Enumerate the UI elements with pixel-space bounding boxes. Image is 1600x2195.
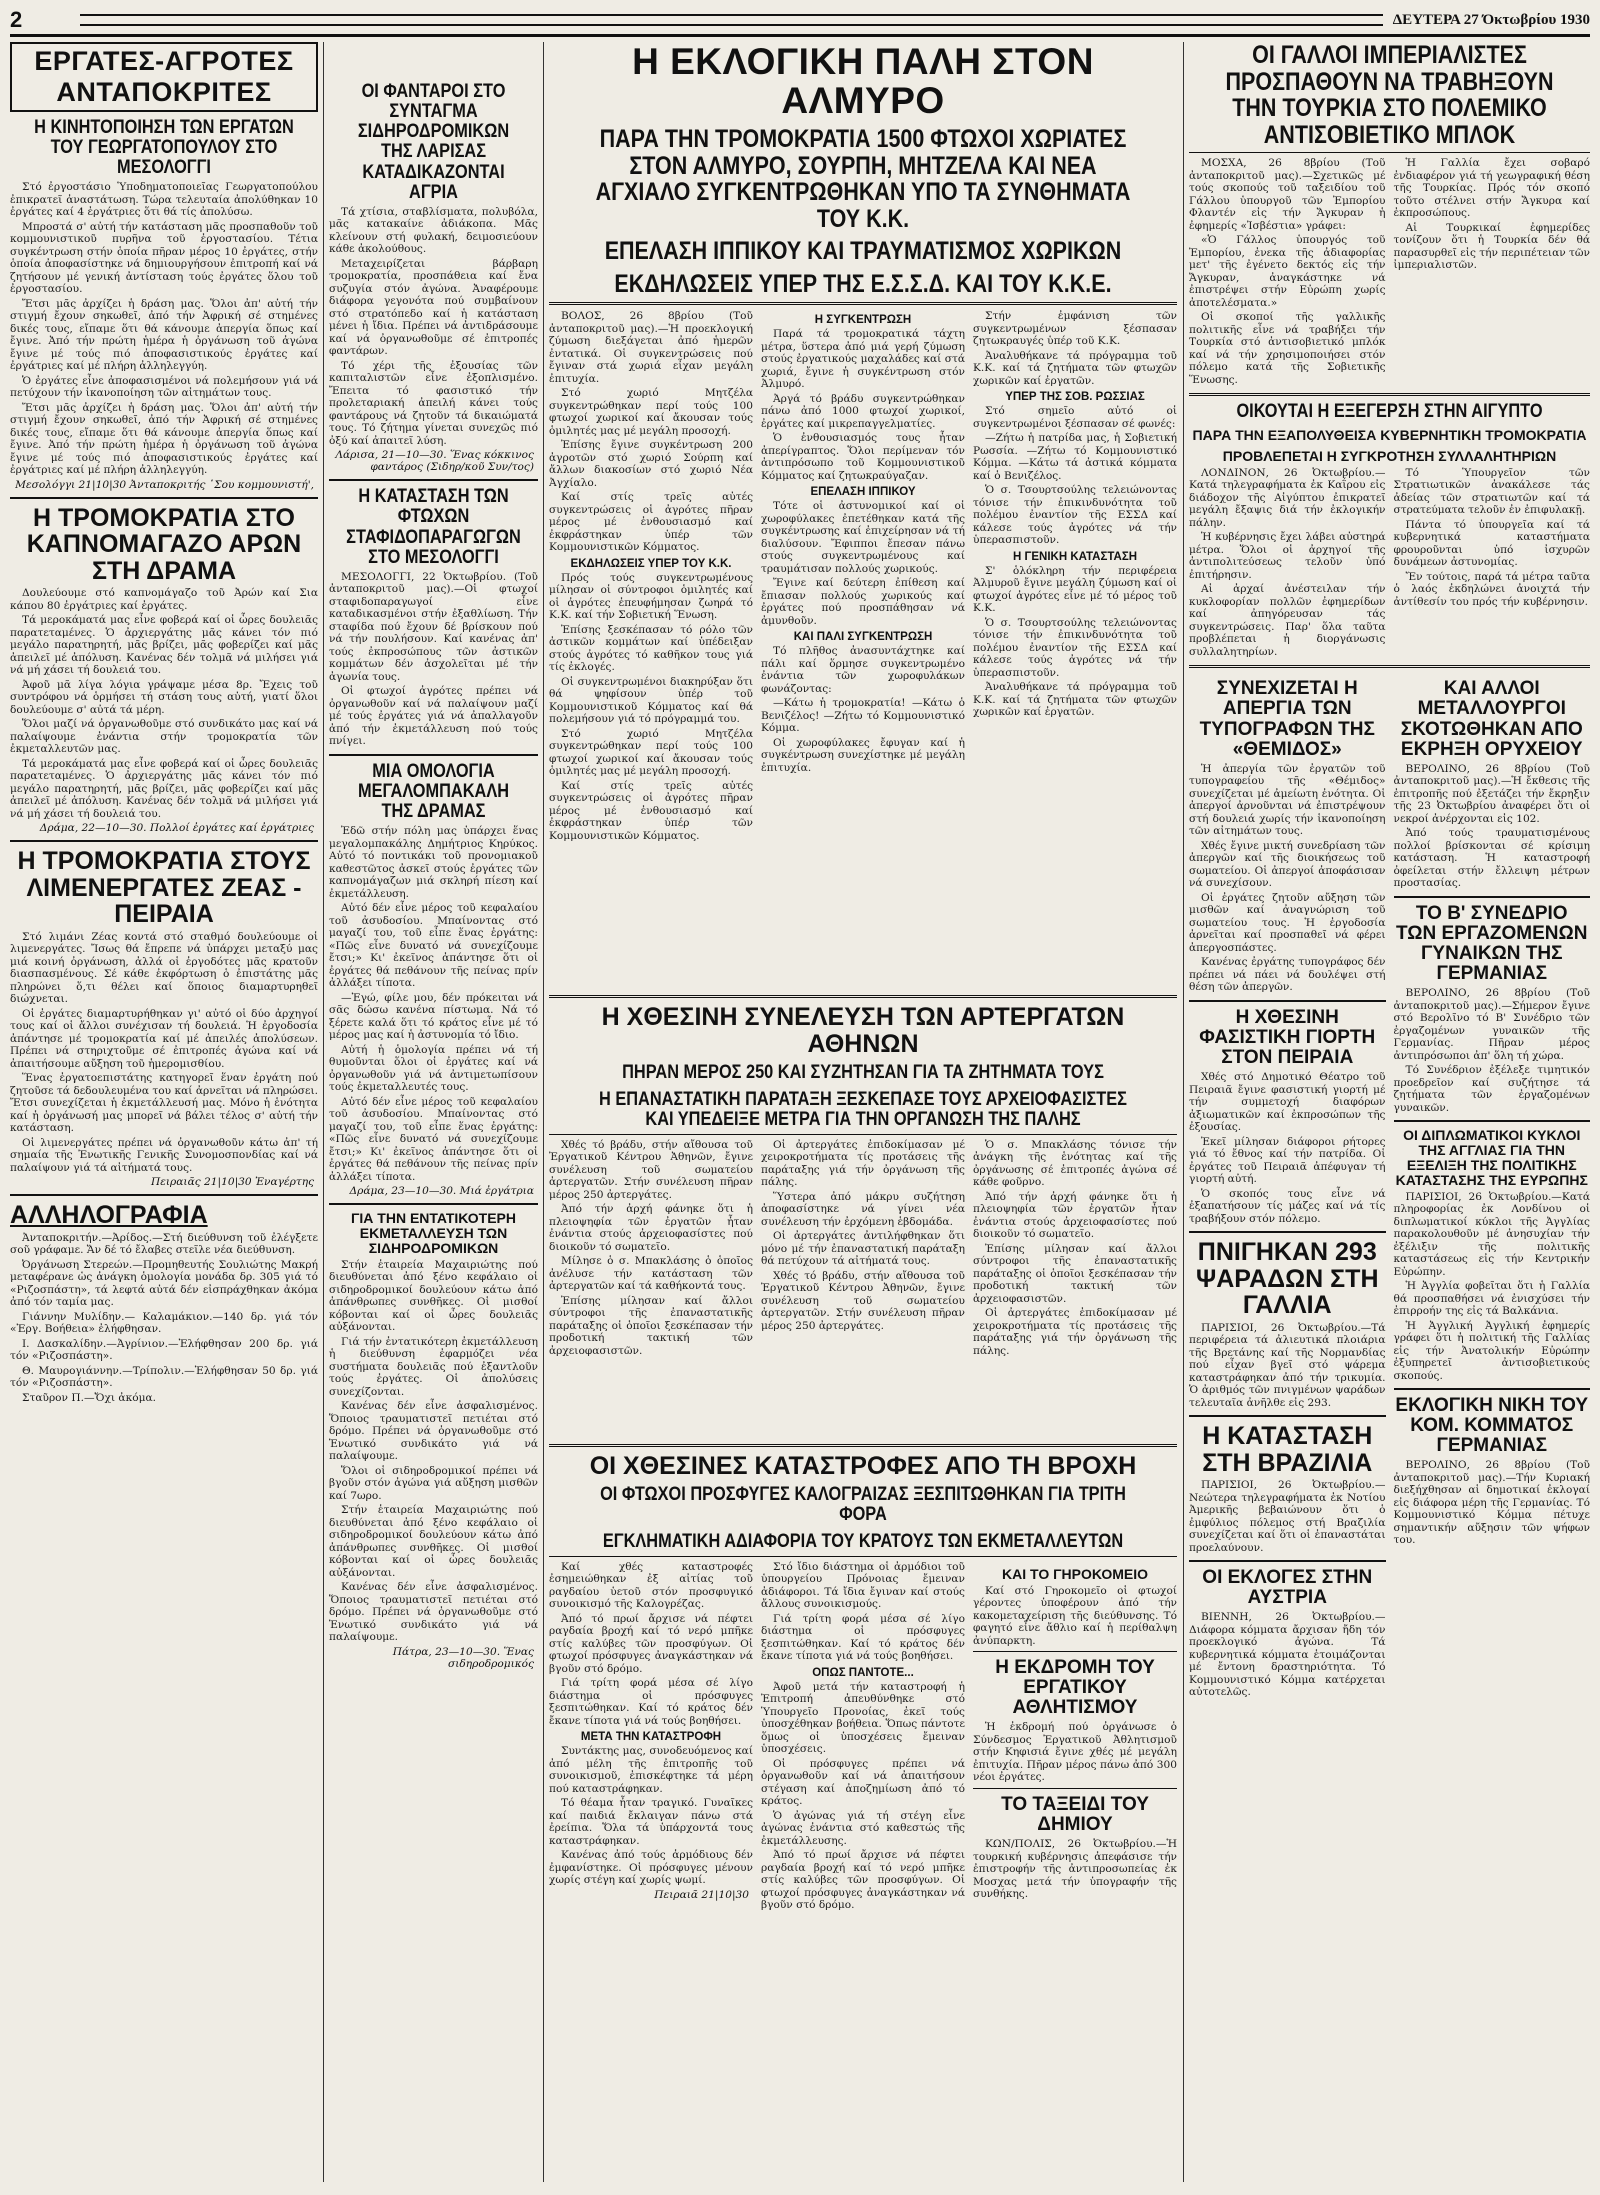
subhead: ΥΠΕΡ ΤΗΣ ΣΟΒ. ΡΩΣΣΙΑΣ [1005,391,1145,404]
subheadline: ΟΙ ΦΤΩΧΟΙ ΠΡΟΣΦΥΓΕΣ ΚΑΛΟΓΡΑΙΖΑΣ ΞΕΣΠΙΤΩΘΗΚΑΝ ΓΙΑ ΤΡΙΤΗ ΦΟΡΑ [600,1484,1126,1526]
headline-almyros: Η ΕΚΛΟΓΙΚΗ ΠΑΛΗ ΣΤΟΝ ΑΛΜΥΡΟ [632,42,1094,122]
divider [1189,665,1590,668]
divider [10,497,318,499]
paragraph: Οἱ ἀρτεργάτες ἐπιδοκίμασαν μέ χειροκροτήματα τίς προτάσεις τῆς παράταξης γιά τήν ὀργάνωση τῆς πάλης. [973,1307,1177,1357]
paragraph: Αἱ Τουρκικαί ἐφημερίδες τονίζουν ὅτι ἡ Τουρκία δέν θά παρασυρθεῖ εἰς τήν περιπέτειαν τῶν ἰμπεριαλιστῶν. [1393,221,1590,271]
paragraph: Ὁ σ. Τσουρτσούλης τελειώνοντας τόνισε τήν ἐπικινδυνότητα τοῦ πολέμου ἐναντίον τῆς ΕΣΣΔ καί κάλεσε τούς ἀγρότες νά τήν ὑπερασπιστοῦν. [973,484,1177,547]
paragraph: —Κάτω ἡ τρομοκρατία! —Κάτω ὁ Βενιζέλος! —Ζήτω τό Κομμουνιστικό Κόμμα. [761,697,965,735]
paragraph: Ὅλοι μαζί νά ὀργανωθοῦμε στό συνδικάτο μας καί νά παλαίψουμε ἐνάντια στήν τρομοκρατία τῶν ἐκμεταλλευτῶν μας. [10,718,318,756]
divider [549,302,1177,305]
divider [1189,1560,1386,1562]
paragraph: ΒΕΡΟΛΙΝΟ, 26 8βρίου (Τοῦ ἀνταποκριτοῦ μας).—Σήμερον ἔγινε στό Βερολῖνο τό Β' Συνέδριο τῶν ἐργαζομένων γυναικῶν τῆς Γερμανίας. Πῆραν μέρος ἀντιπρόσωποι ἀπ' ὅλη τή χώρα. [1393,987,1590,1062]
column-2 [329,42,538,2182]
paragraph: Χθές στό Δημοτικό Θέατρο τοῦ Πειραιᾶ ἔγινε φασιστική γιορτή μέ τήν συμμετοχή διαφόρων ἀξιωματικῶν καί ἐκπροσώπων τῆς ἐξουσίας. [1189,1071,1386,1134]
article-fantaroi [329,82,538,473]
signature: Πειραιᾶς 21|10|30 Ἐναγέρτης [150,1176,314,1189]
paragraph: Χθές ἔγινε μικτή συνεδρίαση τῶν ἀπεργῶν καί τῆς διοικήσεως τοῦ σωματείου. Οἱ ἀπεργοί ἀποφάσισαν νά συνεχίσουν. [1189,839,1386,890]
paragraph: Μεταχειρίζεται βάρβαρη τρομοκρατία, προσπάθεια καί ἔνα συζυγία στόν ἀγώνα. Ἀναφέρουμε διάφορα γεγονότα πού συμβαίνουν στό στρατόπεδο καί ἡ κατάσταση μένει ἡ ἴδια. Πρέπει νά ἀντιδράσουμε καί νά ὀργανωθοῦμε σέ ἐπιτροπές φαντάρων. [329,257,538,358]
paragraph: Ἐπίσης μίλησαν καί ἄλλοι σύντροφοι τῆς ἐπαναστατικῆς παράταξης οἱ ὁποῖοι ξεσκέπασαν τήν προδοτική τακτική τῶν ἀρχειοφασιστῶν. [549,1294,753,1357]
article-title: Η ΚΑΤΑΣΤΑΣΗ ΣΤΗ ΒΡΑΖΙΛΙΑ [1202,1422,1373,1477]
vroxi-body [549,1561,1177,2081]
paragraph: Ὁ ἐνθουσιασμός τους ἦταν ἀπερίγραπτος. Ὅλοι περίμεναν τόν ἀντιπρόσωπο τοῦ Κομμουνιστικοῦ Κόμματος καί ζητωκραύγαζαν. [761,432,965,482]
paragraph: ΜΕΣΟΛΟΓΓΙ, 22 Ὀκτωβρίου. (Τοῦ ἀνταποκριτοῦ μας).—Οἱ φτωχοί σταφιδοπαραγωγοί εἶνε καταδικασμένοι στήν ἐξαθλίωση. Τήν σταφίδα πού ἔχουν δέ βρίσκουν πού νά τήν πουλήσουν. Καί κανένας ἀπ' τούς ἐκπροσώπους τῶν ἀστικῶν κομμάτων δέν ἀσχολεῖται μέ τήν ἀγωνία τους. [329,570,538,683]
paragraph: Πρός τούς συγκεντρωμένους μίλησαν οἱ σύντροφοι ὁμιλητές καί οἱ ἀγρότες ἐπευφήμησαν ζωηρά τό Κ.Κ. καί τήν Σοβιετική Ἕνωση. [549,571,753,622]
paragraph: Γιάννην Μυλίδην.— Καλαμάκιον.—140 δρ. γιά τόν «Ἐργ. Βοήθεια» ἐλήφθησαν. [10,1310,318,1336]
paragraph: Ἀπό τό πρωί ἄρχισε νά πέφτει ραγδαία βροχή καί τό νερό μπῆκε στίς καλύβες τῶν προσφύγων. Οἱ φτωχοί πρόσφυγες ἀναγκάστηκαν νά βγοῦν στό δρόμο. [761,1849,965,1912]
paragraph: Αἱ ἀρχαί ἀνέστειλαν τήν κυκλοφορίαν πολλῶν ἐφημερίδων καί ἀπηγόρευσαν τάς συγκεντρώσεις. Παρ' ὅλα ταῦτα προβλέπεται ἡ διοργάνωσις συλλαλητηρίων. [1189,583,1386,658]
article-title: ΚΑΙ ΤΟ ΓΗΡΟΚΟΜΕΙΟ [1002,1565,1148,1582]
divider [973,1788,1177,1789]
arterghates-body [549,1139,1177,1439]
page-header [10,6,1590,37]
divider [1189,1415,1386,1417]
paragraph: Τό Ὑπουργεῖον τῶν Στρατιωτικῶν ἀνακάλεσε τάς ἀδείας τῶν στρατιωτῶν καί τά στρατεύματα τελοῦν ἐν ἐπιφυλακῇ. [1393,466,1590,517]
paragraph: Ὕστερα ἀπό μάκρυ συζήτηση ἀποφασίστηκε νά γίνει νέα συνέλευση τήν ἐρχόμενη ἑβδομάδα. [761,1190,965,1228]
paragraph: Ἕνας ἐργατοεπιστάτης κατηγορεῖ ἕναν ἐργάτη πού ζητοῦσε τά δεδουλευμένα του καί ἀρνεῖται νά πληρώσει. Ἔτσι συνεχίζεται ἡ ἐκμετάλλευσή μας. Μόνο ἡ ἑνότητα καί ἡ ὀργάνωσή μας μπορεῖ νά βάλει τέλος σ' αὐτή τήν κατάσταση. [10,1072,318,1135]
paragraph: Οἱ σκοποί τῆς γαλλικῆς πολιτικῆς εἶνε νά τραβήξει τήν Τουρκία στό ἀντισοβιετικό μπλόκ καί νά τήν χρησιμοποιήσει στόν πόλεμο κατά τῆς Σοβιετικῆς Ἕνωσης. [1189,311,1386,386]
right-block [1189,42,1590,2182]
paragraph: Ἔν τούτοις, παρά τά μέτρα ταῦτα ὁ λαός ἐκδηλώνει ἀνοιχτά τήν ἀντίθεσίν του πρός τήν κυβέρνησιν. [1393,570,1590,608]
paragraph: Δουλεύουμε στό καπνομάγαζο τοῦ Ἀρών καί Σια κάπου 80 ἐργάτριες καί ἐργάτες. [10,587,318,612]
divider [1189,152,1590,153]
right-mid-columns [1189,673,1590,1701]
paragraph: Στήν ἑταιρεία Μαχαιριώτης πού διευθύνεται ἀπό ξένο κεφάλαιο οἱ σιδηροδρομικοί δουλεύουν κάτω ἀπό ἀπάνθρωπες συνθῆκες. Οἱ μισθοί κόβονται καί οἱ ὧρες δουλειᾶς αὐξάνονται. [329,1504,538,1579]
paragraph: ΠΑΡΙΣΙΟΙ, 26 Ὀκτωβρίου.—Κατά πληροφορίας ἐκ Λονδίνου οἱ διπλωματικοί κύκλοι τῆς Ἀγγλίας παρακολουθοῦν μέ ἀνησυχίαν τήν ἐξέλιξιν τῆς πολιτικῆς καταστάσεως εἰς τήν Κεντρικήν Εὐρώπην. [1393,1190,1590,1278]
paragraph: Ἔγινε καί δεύτερη ἐπίθεση καί ἔπιασαν πολλούς χωρικούς καί ἐργάτες πού προσπάθησαν νά ἀμυνθοῦν. [761,577,965,627]
paragraph: Ἔτσι μᾶς ἀρχίζει ἡ δράση μας. Ὅλοι ἀπ' αὐτή τήν στιγμή ἔχουν σηκωθεῖ, ἀπό τήν Ἀφρική σέ στημένες δικές τους, εἴπαμε ὅτι θά κάνουμε ἀπεργία ὅπως καί ἔγινε. Ἀπό τήν πρώτη ἡμέρα ἡ ὀργάνωση τοῦ ἀγώνα ἔγινε μέ τούς πιό ἀποφασιστικούς ἐργάτες καί ἐργάτριες καί μέ πλήρη ἀλληλεγγύη. [10,297,318,373]
divider [549,1444,1177,1447]
paragraph: Στήν ἑταιρεία Μαχαιριώτης πού διευθύνεται ἀπό ξένο κεφάλαιο οἱ σιδηροδρομικοί δουλεύουν κάτω ἀπό ἀπάνθρωπες συνθῆκες. Οἱ μισθοί κόβονται καί οἱ ὧρες δουλειᾶς αὐξάνονται. [329,1258,538,1334]
paragraph: Ὀργάνωση Στερεών.—Προμηθευτής Σουλιώτης Μακρή μεταφέρανε ὡς ἀνάγκη ὁμολογία μονάδα δρ. 305 γιά τό «Ριζοσπάστη», τά λεφτά αὐτά δέν εἰσπράχθηκαν ἀκόμα ἀπό τόν ταμία μας. [10,1258,318,1309]
paragraph: —Ζήτω ἡ πατρίδα μας, ἡ Σοβιετική Ρωσσία. —Ζήτω τό Κομμουνιστικό Κόμμα. —Κάτω τά ἀστικά κόμματα καί ὁ Βενιζέλος. [973,432,1177,482]
paragraph: Ἡ κυβέρνησις ἔχει λάβει αὐστηρά μέτρα. Ὅλοι οἱ ἀρχηγοί τῆς ἀντιπολιτεύσεως τελοῦν ὑπό ἐπιτήρησιν. [1189,531,1386,581]
almyros-body [549,310,1177,990]
paragraph: Ἐδῶ στήν πόλη μας ὑπάρχει ἕνας μεγαλομπακάλης Δημήτριος Κηρύκος. Αὐτό τό ποντικάκι τοῦ προνομιακοῦ καθεστῶτος ἀσκεῖ στούς ἐργάτες τῶν καπνομάγαζων μιά σκληρή πίεση καί ἐκμετάλλευση. [329,825,538,900]
paragraph: Οἱ ἐργάτες διαμαρτυρήθηκαν γι' αὐτό οἱ δύο ἀρχηγοί τους καί οἱ ἄλλοι συνέχισαν τή δουλειά. Ἡ ἐργοδοσία ἀπάντησε μέ τρομοκρατία καί μέ ἀπειλές ἀπολύσεων. Πρέπει νά στηριχτοῦμε σέ ἐπιτροπές ἀγώνα καί νά ἀπαιτήσουμε αὔξηση τοῦ ἡμερομισθίου. [10,1007,318,1070]
paragraph: Κανένας δέν εἶνε ἀσφαλισμένος. Ὅποιος τραυματιστεῖ πετιέται στό δρόμο. Πρέπει νά ὀργανωθοῦμε στό Ἑνωτικό συνδικάτο γιά νά παλαίψουμε. [329,1581,538,1644]
subheadline: ΠΑΡΑ ΤΗΝ ΕΞΑΠΟΛΥΘΕΙΣΑ ΚΥΒΕΡΝΗΤΙΚΗ ΤΡΟΜΟΚΡΑΤΙΑ [1192,427,1587,444]
divider [1394,896,1591,898]
paragraph: Οἱ χωροφύλακες ἔφυγαν καί ἡ συγκέντρωση συνεχίστηκε μέ μεγάλη ἐπιτυχία. [761,736,965,774]
article-limenergates [10,848,318,1188]
paragraph: Σταῦρον Π.—Ὄχι ἀκόμα. [22,1391,156,1404]
paragraph: Ἀναλυθήκανε τά πρόγραμμα τοῦ Κ.Κ. καί τά ζητήματα τῶν φτωχῶν χωρικῶν καί ἐργατῶν. [973,349,1177,387]
paragraph: ΠΑΡΙΣΙΟΙ, 26 Ὀκτωβρίου.—Νεώτερα τηλεγραφήματα ἐκ Νοτίου Ἀμερικῆς βεβαιώνουν ὅτι ὁ ἐμφύλιος πόλεμος στή Βραζιλία συνεχίζεται καί ὅτι οἱ ἐπαναστάται προελαύνουν. [1189,1479,1386,1554]
article-title: Η ΚΑΤΑΣΤΑΣΗ ΤΩΝ ΦΤΩΧΩΝ ΣΤΑΦΙΔΟΠΑΡΑΓΩΓΩΝ ΣΤΟ ΜΕΣΟΛΟΓΓΙ [346,486,521,568]
paragraph: Ἀνταποκριτήν.—Ἀρίδος.—Στή διεύθυνση τοῦ ἐλέγξετε σοῦ γράφαμε. Ἄν δέ τό ἔλαβες στεῖλε νέα διεύθυνση. [10,1231,318,1257]
paragraph: Ὅλοι οἱ σιδηροδρομικοί πρέπει νά βγοῦν στόν ἀγώνα γιά αὔξηση μισθῶν καί 7ωρο. [329,1464,538,1502]
subhead: ΕΠΕΛΑΣΗ ΙΠΠΙΚΟΥ [810,486,916,499]
article-allilografia [10,1202,318,1404]
signature: Μεσολόγγι 21|10|30 Ἀνταποκριτής ῾Σου κομμουνιστή', [15,478,314,491]
paragraph: Ἀργά τό βράδυ συγκεντρώθηκαν πάνω ἀπό 1000 φτωχοί χωρικοί, ἐργάτες καί μικρεπαγγελματίες. [761,392,965,430]
paragraph: Στό χωριό Μητζέλα συγκεντρώθηκαν περί τούς 100 φτωχοί χωρικοί καί ἄκουσαν τούς ὁμιλητές μας μέ μεγάλη προσοχή. [549,727,753,778]
divider [1394,1120,1591,1122]
subhead: Η ΓΕΝΙΚΗ ΚΑΤΑΣΤΑΣΗ [1012,550,1138,563]
paragraph: Ἀπό τό πρωί ἄρχισε νά πέφτει ραγδαία βροχή καί τό νερό μπῆκε στίς καλύβες τῶν προσφύγων. Οἱ φτωχοί πρόσφυγες ἀναγκάστηκαν νά βγοῦν στό δρόμο. [549,1612,753,1675]
paragraph: Ἐπίσης ἔγινε συγκέντρωση 200 ἀγροτῶν στό χωριό Σούρπη καί ἄλλων διακοσίων στό χωριό Νέα Ἀγχίαλο. [549,439,753,489]
headline-arterghates: Η ΧΘΕΣΙΝΗ ΣΥΝΕΛΕΥΣΗ ΤΩΝ ΑΡΤΕΡΓΑΤΩΝ ΑΘΗΝΩΝ [601,1003,1125,1058]
subheadline: ΠΡΟΒΛΕΠΕΤΑΙ Η ΣΥΓΚΡΟΤΗΣΗ ΣΥΛΛΑΛΗΤΗΡΙΩΝ [1222,447,1557,464]
paragraph: Γιά τήν ἐντατικότερη ἐκμετάλλευση ἡ διεύθυνση ἐφαρμόζει νέα συστήματα δουλειᾶς πού ἐξαντλοῦν τούς ἐργάτες. Οἱ ἀπολύσεις συνεχίζονται. [329,1335,538,1398]
article-title: ΟΙ ΕΚΛΟΓΕΣ ΣΤΗΝ ΑΥΣΤΡΙΑ [1202,1567,1373,1609]
paragraph: Ὁ ἀγώνας γιά τή στέγη εἶνε ἀγώνας ἐνάντια στό καθεστώς τῆς ἐκμετάλλευσης. [761,1809,965,1847]
paragraph: ΒΕΡΟΛΙΝΟ, 26 8βρίου (Τοῦ ἀνταποκριτοῦ μας).—Τήν Κυριακή διεξήχθησαν αἱ δημοτικαί ἐκλογαί εἰς διάφορα μέρη τῆς Γερμανίας. Τό Κομμουνιστικό Κόμμα πέτυχε σημαντικήν αὔξησιν τῶν ψήφων του. [1393,1459,1590,1547]
paragraph: «Ὁ Γάλλος ὑπουργός τοῦ Ἐμπορίου, ἐνεκα τῆς ἀδιαφορίας μετ' τῆς ἐγένετο δεκτός εἰς τήν Ἄγκυραν, ἀναγκάστηκε νά ἐπιστρέψει στήν Εὐρώπη χωρίς ἀποτελέσματα.» [1189,234,1386,309]
subheadline: ΕΠΕΛΑΣΗ ΙΠΠΙΚΟΥ ΚΑΙ ΤΡΑΥΜΑΤΙΣΜΟΣ ΧΩΡΙΚΩΝ [604,237,1122,266]
paragraph: Ἐπίσης ξεσκέπασαν τό ρόλο τῶν ἀστικῶν κομμάτων καί ὑπέδειξαν στούς ἀγρότες τό καθῆκον τους γιά τίς ἐκλογές. [549,623,753,674]
signature: Δράμα, 22—10—30. Πολλοί ἐργάτες καί ἐργάτριες [39,822,314,835]
divider [1189,393,1590,396]
paragraph: Χθές τό βράδυ, στήν αἴθουσα τοῦ Ἐργατικοῦ Κέντρου Ἀθηνῶν, ἔγινε συνέλευση τοῦ σωματείου ἀρτεργατῶν. Στήν συνέλευση πῆραν μέρος 250 ἀρτεργάτες. [549,1138,753,1201]
paragraph: —Ἐγώ, φίλε μου, δέν πρόκειται νά σᾶς δώσω κανένα πίστωμα. Νά τό ξέρετε καλά ὅτι τό κράτος εἶνε μέ τό μέρος μας καί ἡ ἀστυνομία τό ἴδιο. [329,991,538,1042]
article-kinitopoiisi [10,118,318,491]
paragraph: Ἡ ἀπεργία τῶν ἐργατῶν τοῦ τυπογραφείου τῆς «Θέμιδος» συνεχίζεται μέ ἀμείωτη ἐνότητα. Οἱ ἀπεργοί ἀρνοῦνται νά ἐπιστρέψουν στή δουλειά χωρίς τήν ἱκανοποίηση τῶν αἰτημάτων τους. [1189,762,1386,838]
divider [549,1134,1177,1135]
paragraph: Τά μεροκάματά μας εἶνε φοβερά καί οἱ ὧρες δουλειᾶς παρατεταμένες. Ὁ ἀρχιεργάτης μᾶς κάνει τόν πιό μεγάλο παρατηρητή, μᾶς βρίζει, μᾶς φοβερίζει καί μᾶς ἀπειλεῖ μέ ἀπόλυση. Κανένας δέν τολμᾶ νά μιλήσει γιά νά μή χάσει τή δουλειά του. [10,614,318,677]
paragraph: Οἱ ἀρτεργάτες ἐπιδοκίμασαν μέ χειροκροτήματα τίς προτάσεις τῆς παράταξης γιά τήν ὀργάνωση τῆς πάλης. [761,1138,965,1189]
divider [1394,1388,1591,1390]
article-title: ΚΑΙ ΑΛΛΟΙ ΜΕΤΑΛΛΟΥΡΓΟΙ ΣΚΟΤΩΘΗΚΑΝ ΑΠΟ ΕΚΡΗΞΗ ΟΡΥΧΕΙΟΥ [1400,678,1583,760]
article-title: ΟΙ ΔΙΠΛΩΜΑΤΙΚΟΙ ΚΥΚΛΟΙ ΤΗΣ ΑΓΓΛΙΑΣ ΓΙΑ ΤΗΝ ΕΞΕΛΙΞΗ ΤΗΣ ΠΟΛΙΤΙΚΗΣ ΚΑΤΑΣΤΑΣΗΣ ΤΗΣ ΕΥΡΩΠΗΣ [1395,1127,1588,1188]
divider [329,1203,538,1205]
paragraph: Ἀφοῦ μᾶ λίγα λόγια γράψαμε μέσα 8ρ. Ἔχεις τοῦ συντρόφου νά ὁρμήσει τή στάση τους αὐτή, γιατί ὅλοι δουλεύουμε σ' αὐτά τά μέρη. [10,678,318,716]
paragraph: Τότε οἱ ἀστυνομικοί καί οἱ χωροφύλακες ἐπετέθηκαν κατά τῆς συγκέντρωσης καί ἐπιχείρησαν νά τή διαλύσουν. Ἔφιπποι ἔπεσαν πάνω στούς συγκεντρωμένους καί τραυμάτισαν πολλούς χωρικούς. [761,500,965,575]
subhead: ΕΚΔΗΛΩΣΕΙΣ ΥΠΕΡ ΤΟΥ Κ.Κ. [570,557,732,570]
divider [549,995,1177,998]
paragraph: Τό Συνέδριον ἐξέλεξε τιμητικόν προεδρεῖον καί συζήτησε τά ζητήματα τῶν ἐργαζομένων γυναικῶν. [1393,1064,1590,1114]
divider [329,754,538,756]
paragraph: Συντάκτης μας, συνοδευόμενος καί ἀπό μέλη τῆς ἐπιτροπῆς τοῦ συνοικισμοῦ, ἐπισκέφτηκε τά μέρη πού καταστράφηκαν. [549,1745,753,1795]
column-divider [1183,42,1184,2182]
divider [549,1556,1177,1557]
subheadline: ΕΚΔΗΛΩΣΕΙΣ ΥΠΕΡ ΤΗΣ Ε.Σ.Σ.Δ. ΚΑΙ ΤΟΥ Κ.Κ.Ε. [614,269,1112,298]
article-title: ΤΟ ΤΑΞΕΙΔΙ ΤΟΥ ΔΗΜΙΟΥ [1001,1793,1149,1836]
paragraph: Χθές τό βράδυ, στήν αἴθουσα τοῦ Ἐργατικοῦ Κέντρου Ἀθηνῶν, ἔγινε συνέλευση τοῦ σωματείου ἀρτεργατῶν. Στήν συνέλευση πῆραν μέρος 250 ἀρτεργάτες. [761,1269,965,1332]
paragraph: Στό ἴδιο διάστημα οἱ ἀρμόδιοι τοῦ ὑπουργείου Πρόνοιας ἔμειναν ἀδιάφοροι. Τά ἴδια ἔγιναν καί στούς ἄλλους συνοικισμούς. [761,1560,965,1611]
subhead: ΜΕΤΑ ΤΗΝ ΚΑΤΑΣΤΡΟΦΗ [580,1731,722,1744]
column-1 [10,42,318,2182]
signature: Δράμα, 23—10—30. Μιά ἐργάτρια [349,1185,534,1198]
article-title: Η ΚΙΝΗΤΟΠΟΙΗΣΗ ΤΩΝ ΕΡΓΑΤΩΝ ΤΟΥ ΓΕΩΡΓΑΤΟΠΟΥΛΟΥ ΣΤΟ ΜΕΣΟΛΟΓΓΙ [34,117,294,179]
galloi-body [1189,157,1590,388]
signature: Πάτρα, 23—10—30. Ἕνας σιδηροδρομικός [392,1645,534,1670]
article-title: ΕΚΛΟΓΙΚΗ ΝΙΚΗ ΤΟΥ ΚΟΜ. ΚΟΜΜΑΤΟΣ ΓΕΡΜΑΝΙΑΣ [1395,1395,1589,1457]
paragraph: Οἱ ἀρτεργάτες ἀντιλήφθηκαν ὅτι μόνο μέ τήν ἐπαναστατική παράταξη θά πετύχουν τά αἰτήματά τους. [761,1230,965,1268]
subhead: Η ΣΥΓΚΕΝΤΡΩΣΗ [814,314,912,327]
subheadline: ΠΑΡΑ ΤΗΝ ΤΡΟΜΟΚΡΑΤΙΑ 1500 ΦΤΩΧΟΙ ΧΩΡΙΑΤΕΣ ΣΤΟΝ ΑΛΜΥΡΟ, ΣΟΥΡΠΗ, ΜΗΤΖΕΛΑ ΚΑΙ ΝΕΑ ΑΓΧΙΑΛΟ ΣΥΓΚΕΝΤΡΩΘΗΚΑΝ ΥΠΟ ΤΑ ΣΥΝΘΗΜΑΤΑ ΤΟΥ Κ.Κ. [595,125,1131,233]
paragraph: Οἱ λιμενεργάτες πρέπει νά ὀργανωθοῦν κάτω ἀπ' τή σημαία τῆς Ἐνωτικῆς Γενικῆς Συνομοσπονδίας καί νά παλαίψουν γιά τά αἰτήματά τους. [10,1136,318,1174]
paragraph: Οἱ συγκεντρωμένοι διακηρύξαν ὅτι θά ψηφίσουν ὑπέρ τοῦ Κομμουνιστικοῦ Κόμματος καί θά πολεμήσουν γιά τό πρόγραμμά του. [549,675,753,726]
article-title: ΑΛΛΗΛΟΓΡΑΦΙΑ [10,1201,208,1230]
subheadline: ΕΓΚΛΗΜΑΤΙΚΗ ΑΔΙΑΦΟΡΙΑ ΤΟΥ ΚΡΑΤΟΥΣ ΤΩΝ ΕΚΜΕΤΑΛΛΕΥΤΩΝ [602,1530,1124,1552]
paragraph: Καί στίς τρεῖς αὐτές συγκεντρώσεις οἱ ἀγρότες πῆραν μέρος μέ ἐνθουσιασμό καί ἐκφράστηκαν ὑπέρ τῶν Κομμουνιστικῶν Κόμματος. [549,491,753,554]
paragraph: Ὁ σκοπός τους εἶνε νά ἐξαπατήσουν τίς μάζες καί νά τίς τραβήξουν στόν πόλεμο. [1189,1187,1386,1225]
article-title: ΜΙΑ ΟΜΟΛΟΓΙΑ ΜΕΓΑΛΟΜΠΑΚΑΛΗ ΤΗΣ ΔΡΑΜΑΣ [357,760,510,822]
paragraph: ΒΙΕΝΝΗ, 26 Ὀκτωβρίου.—Διάφορα κόμματα ἄρχισαν ἤδη τόν προεκλογικό ἀγώνα. Τά κυβερνητικά κόμματα ἑτοιμάζονται μέ ἔντονη δραστηριότητα. Τό Κομμουνιστικό Κόμμα κατέρχεται αὐτοτελῶς. [1189,1611,1386,1699]
headline-aigyptos: ΟΙΚΟΥΤΑΙ Η ΕΞΕΓΕΡΣΗ ΣΤΗΝ ΑΙΓΥΠΤΟ [1236,401,1543,422]
paragraph: Ἀπό τήν ἀρχή φάνηκε ὅτι ἡ πλειοψηφία τῶν ἐργατῶν ἦταν ἐνάντια στούς ἀρχειοφασίστες πού διοικοῦν τό σωματεῖο. [549,1203,753,1253]
paragraph: Τό θέαμα ἦταν τραγικό. Γυναῖκες καί παιδιά ἔκλαιγαν πάνω στά ἐρείπια. Ὅλα τά ὑπάρχοντά τους καταστράφηκαν. [549,1797,753,1847]
divider [10,840,318,842]
paragraph: ΚΩΝ/ΠΟΛΙΣ, 26 Ὀκτωβρίου.—Ἡ τουρκική κυβέρνησις ἀπεφάσισε τήν ἐπιστροφήν τῆς ἀντιπροσωπείας ἐκ Μοσχας μετά τήν ὑπογραφήν τῆς συνθήκης. [973,1838,1177,1901]
paragraph: Ἔτσι μᾶς ἀρχίζει ἡ δράση μας. Ὅλοι ἀπ' αὐτή τήν στιγμή ἔχουν σηκωθεῖ, ἀπό τήν Ἀφρική σέ στημένες δικές τους, εἴπαμε ὅτι θά κάνουμε ἀπεργία ὅπως καί ἔγινε. Ἀπό τήν πρώτη ἡμέρα ἡ ὀργάνωση τοῦ ἀγώνα ἔγινε μέ τούς πιό ἀποφασιστικούς ἐργάτες καί ἐργάτριες καί μέ πλήρη ἀλληλεγγύη. [10,401,318,477]
article-tromokratia-drama [10,505,318,835]
divider [329,479,538,481]
paragraph: ΜΟΣΧΑ, 26 8βρίου (Τοῦ ἀνταποκριτοῦ μας).—Σχετικῶς μέ τούς σκοπούς τοῦ ταξειδίου τοῦ Γάλλου ὑπουργοῦ τῶν Ἐμπορίου Φλαντέν εἰς τήν Ἄγκυραν ἡ ἐφημερίς «Ἰσβέστια» γράφει: [1189,157,1386,232]
paragraph: Οἱ πρόσφυγες πρέπει νά ὀργανωθοῦν καί νά ἀπαιτήσουν στέγαση καί ἀποζημίωση ἀπό τό κράτος. [761,1757,965,1808]
column-divider [543,42,544,2182]
paragraph: Τό πλῆθος ἀνασυντάχτηκε καί πάλι καί ὅρμησε συγκεντρωμένο ἐνάντια τῶν χωροφυλάκων φωνάζοντας: [761,645,965,695]
paragraph: Αὐτό δέν εἶνε μέρος τοῦ κεφαλαίου τοῦ ἀσυδοσίου. Μπαίνοντας στό μαγαζί του, τοῦ εἶπε ἕνας ἐργάτης: «Πῶς εἶνε δυνατό νά συνεχίζουμε ἔτσι;» Κι' ἐκεῖνος ἀπάντησε ὅτι οἱ ἐργάτες θά πεθάνουν τῆς πείνας πρίν ἀλλάξει τίποτα. [329,1095,538,1183]
divider [10,1194,318,1196]
center-block [549,42,1177,2182]
paragraph: Στό ἐργοστάσιο Ὑποδηματοποιεῖας Γεωργατοπούλου ἐπικρατεῖ ἀναστάτωση. Τώρα τελευταία ἀπολύθηκαν 10 ἐργάτες καί 4 ἐργάτριες ὅτι θά τίς ἀπολύσω. [10,181,318,219]
article-sidirodromikoi [329,1211,538,1669]
article-title: ΠΝΙΓΗΚΑΝ 293 ΨΑΡΑΔΩΝ ΣΤΗ ΓΑΛΛΙΑ [1196,1238,1379,1320]
subhead: ΚΑΙ ΠΑΛΙ ΣΥΓΚΕΝΤΡΩΣΗ [793,631,933,644]
divider [973,1651,1177,1652]
paragraph: Πάντα τό ὑπουργεῖα καί τά κυβερνητικά καταστήματα φρουροῦνται ὑπό ἰσχυρῶν δυνάμεων ἀστυνομίας. [1393,518,1590,569]
subhead: ΟΠΩΣ ΠΑΝΤΟΤΕ... [812,1666,914,1679]
paragraph: Κανένας δέν εἶνε ἀσφαλισμένος. Ὅποιος τραυματιστεῖ πετιέται στό δρόμο. Πρέπει νά ὀργανωθοῦμε στό Ἑνωτικό συνδικάτο γιά νά παλαίψουμε. [329,1400,538,1463]
paragraph: Ἀπό τήν ἀρχή φάνηκε ὅτι ἡ πλειοψηφία τῶν ἐργατῶν ἦταν ἐνάντια στούς ἀρχειοφασίστες πού διοικοῦν τό σωματεῖο. [973,1190,1177,1241]
paragraph: Στό σημεῖο αὐτό οἱ συγκεντρωμένοι ξέσπασαν σέ φωνές: [973,405,1177,430]
paragraph: Γιά τρίτη φορά μέσα σέ λίγο διάστημα οἱ πρόσφυγες ξεσπιτώθηκαν. Καί τό κράτος δέν ἔκανε τίποτα γιά νά τούς βοηθήσει. [761,1612,965,1663]
paragraph: Ὁ σ. Μπακλάσης τόνισε τήν ἀνάγκη τῆς ἑνότητας καί τῆς ὀργάνωσης σέ ἐπιτροπές ἀγώνα σέ κάθε φοῦρνο. [973,1138,1177,1189]
paragraph: Στό λιμάνι Ζέας κοντά στό σταθμό δουλεύουμε οἱ λιμενεργάτες. Ἴσως θά ἔπρεπε νά ὑπάρχει μεταξύ μας μιά κοινή ὀργάνωση, ἀλλά οἱ ἐργοδότες μᾶς κρατοῦν διασπασμένους. Σέ κάθε ἐκφόρτωση ὁ ἐπιστάτης μᾶς πληρώνει ὅ,τι θέλει καί ὅποιος διαμαρτυρηθεῖ διώχνεται. [10,930,318,1006]
paragraph: Ι. Δασκαλίδην.—Ἀγρίνιον.—Ἐλήφθησαν 200 δρ. γιά τόν «Ριζοσπάστη». [10,1337,318,1363]
section-title: ΕΡΓΑΤΕΣ-ΑΓΡΟΤΕΣ ΑΝΤΑΠΟΚΡΙΤΕΣ [10,42,318,112]
paragraph: Θ. Μαυρογιάννην.—Τρίπολιν.—Ἐλήφθησαν 50 δρ. γιά τόν «Ριζοσπάστη». [10,1364,318,1390]
article-title: Η ΧΘΕΣΙΝΗ ΦΑΣΙΣΤΙΚΗ ΓΙΟΡΤΗ ΣΤΟΝ ΠΕΙΡΑΙΑ [1199,1006,1376,1069]
paragraph: ΒΕΡΟΛΙΝΟ, 26 8βρίου (Τοῦ ἀνταποκριτοῦ μας).—Ἡ ἔκθεσις τῆς ἐπιτροπῆς πού ἐξετάζει τήν ἔκρηξιν τῆς 23 Ὀκτωβρίου ἀναφέρει ὅτι οἱ νεκροί ἀνέρχονται εἰς 102. [1393,762,1590,825]
article-title: ΟΙ ΦΑΝΤΑΡΟΙ ΣΤΟ ΣΥΝΤΑΓΜΑ ΣΙΔΗΡΟΔΡΟΜΙΚΩΝ ΤΗΣ ΛΑΡΙΣΑΣ ΚΑΤΑΔΙΚΑΖΟΝΤΑΙ ΑΓΡΙΑ [357,81,510,203]
paragraph: Τό χέρι τῆς ἐξουσίας τῶν καπιταλιστῶν εἶνε ἐξοπλισμένο. Ἔπειτα τό φασιστικό τήν προλεταριακή ἀπειλή κάνει τούς φαντάρους νά ζητοῦν τά δικαιώματά τους. Τό ζήτημα γίνεται συνεχῶς πιό ὀξύ καί ἀπαιτεῖ λύση. [329,359,538,447]
subheadline: Η ΕΠΑΝΑΣΤΑΤΙΚΗ ΠΑΡΑΤΑΞΗ ΞΕΣΚΕΠΑΣΕ ΤΟΥΣ ΑΡΧΕΙΟΦΑΣΙΣΤΕΣ ΚΑΙ ΥΠΕΔΕΙΞΕ ΜΕΤΡΑ ΓΙΑ ΤΗΝ ΟΡΓΑΝΩΣΗ ΤΗΣ ΠΑΛΗΣ [599,1088,1127,1130]
subheadline: ΠΗΡΑΝ ΜΕΡΟΣ 250 ΚΑΙ ΣΥΖΗΤΗΣΑΝ ΓΙΑ ΤΑ ΖΗΤΗΜΑΤΑ ΤΟΥΣ [622,1062,1104,1084]
paragraph: Αὐτή ἡ ὁμολογία πρέπει νά τή θυμοῦνται ὅλοι οἱ ἐργάτες καί νά ὀργανωθοῦν γιά νά ἀντιμετωπίσουν τούς ἐκμεταλλευτές τους. [329,1043,538,1094]
paragraph: Οἱ φτωχοί ἀγρότες πρέπει νά ὀργανωθοῦν καί νά παλαίψουν μαζί μέ τούς ἐργάτες γιά νά ἀπαλλαγοῦν ἀπό τήν ἐκμετάλλευση πού τούς πνίγει. [329,685,538,748]
paragraph: Μίλησε ὁ σ. Μπακλάσης ὁ ὁποῖος ἀνέλυσε τήν κατάσταση τῶν ἀρτεργατῶν καί τά καθήκοντά τους. [549,1255,753,1293]
issue-date: ΔΕΥΤΕΡΑ 27 Όκτωβρίου 1930 [1392,11,1590,28]
page-number: 2 [10,7,23,32]
paragraph: Ἀφοῦ μετά τήν καταστροφή ἡ Ἐπιτροπή ἀπευθύνθηκε στό Ὑπουργεῖο Προνοίας, ἐκεῖ τούς ὑποσχέθηκαν βοήθεια. Ὅπως πάντοτε ὅμως οἱ ὑποσχέσεις ἔμειναν ὑποσχέσεις. [761,1680,965,1756]
divider [1189,1231,1386,1233]
paragraph: Κανένας ἀπό τούς ἁρμόδιους δέν ἐμφανίστηκε. Οἱ πρόσφυγες μένουν χωρίς στέγη καί χωρίς ψωμί. [549,1849,753,1887]
paragraph: Ἀπό τούς τραυματισμένους πολλοί βρίσκονται σέ κρίσιμη κατάσταση. Ἡ καταστροφή ὀφείλεται στήν ἔλλειψη μέτρων προστασίας. [1393,827,1590,890]
article-title: Η ΤΡΟΜΟΚΡΑΤΙΑ ΣΤΟΥΣ ΛΙΜΕΝΕΡΓΑΤΕΣ ΖΕΑΣ - ΠΕΙΡΑΙΑ [17,847,311,929]
paragraph: Στό χωριό Μητζέλα συγκεντρώθηκαν περί τούς 100 φτωχοί χωρικοί καί ἄκουσαν τούς ὁμιλητές μας μέ μεγάλη προσοχή. [549,387,753,437]
column-divider [323,42,324,2182]
article-title: Η ΤΡΟΜΟΚΡΑΤΙΑ ΣΤΟ ΚΑΠΝΟΜΑΓΑΖΟ ΑΡΩΝ ΣΤΗ ΔΡΑΜΑ [26,503,302,585]
paragraph: Ἡ Ἀγγλία φοβεῖται ὅτι ἡ Γαλλία θά προσπαθήσει νά ἐνισχύσει τήν ἐπιρροήν της εἰς τά Βαλκάνια. [1393,1280,1590,1318]
paragraph: Ἐκεῖ μίλησαν διάφοροι ρήτορες γιά τό ἔθνος καί τήν πατρίδα. Οἱ ἐργάτες τοῦ Πειραιᾶ ἀπέφυγαν τή γιορτή αὐτή. [1189,1135,1386,1186]
paragraph: Στήν ἐμφάνιση τῶν συγκεντρωμένων ξέσπασαν ζητωκραυγές ὑπέρ τοῦ Κ.Κ. [973,310,1177,348]
headline-vroxi: ΟΙ ΧΘΕΣΙΝΕΣ ΚΑΤΑΣΤΡΟΦΕΣ ΑΠΟ ΤΗ ΒΡΟΧΗ [589,1451,1137,1480]
paragraph: Γιά τρίτη φορά μέσα σέ λίγο διάστημα οἱ πρόσφυγες ξεσπιτώθηκαν. Καί τό κράτος δέν ἔκανε τίποτα γιά νά τούς βοηθήσει. [549,1677,753,1727]
article-omologia [329,762,538,1197]
paragraph: Τά χτίσια, σταβλίσματα, πολυβόλα, μᾶς κατακαίνε ἀδιάκοπα. Μᾶς κλείνουν στή φυλακή, δειμοσιεύουν κάθε ἀκολούθους. [329,205,538,256]
signature: Λάρισα, 21—10—30. Ἕνας κόκκινος φαντάρος (Σιδηρ/κοῦ Συν/τος) [335,449,534,474]
paragraph: Παρά τά τρομοκρατικά τάχτη μέτρα, ὕστερα ἀπό μιά γερή ζύμωση στούς ἐργατικούς μαχαλάδες καί στά χωριά, ἔγινε ἡ συγκέντρωση στόν Ἀλμυρό. [761,328,965,391]
paragraph: Ἡ Ἀγγλική Ἀγγλική ἐφημερίς γράφει ὅτι ἡ πολιτική τῆς Γαλλίας εἰς τήν Ἀνατολικήν Εὐρώπην ἐξυπηρετεῖ ἀντισοβιετικούς σκοπούς. [1393,1319,1590,1382]
article-stafidoparagogoi [329,487,538,748]
header-rule [80,14,1383,26]
paragraph: ΒΟΛΟΣ, 26 8βρίου (Τοῦ ἀνταποκριτοῦ μας).—Ἡ προεκλογική ζύμωση διεξάγεται ἀπό ἡμερῶν ἐντατικά. Οἱ συγκεντρώσεις πού ἔγιναν στά χωριά εἶχαν μεγάλη ἐπιτυχία. [549,310,753,385]
article-title: ΤΟ Β' ΣΥΝΕΔΡΙΟ ΤΩΝ ΕΡΓΑΖΟΜΕΝΩΝ ΓΥΝΑΙΚΩΝ ΤΗΣ ΓΕΡΜΑΝΙΑΣ [1396,902,1588,985]
paragraph: Τά μεροκάματά μας εἶνε φοβερά καί οἱ ὧρες δουλειᾶς παρατεταμένες. Ὁ ἀρχιεργάτης μᾶς κάνει τόν πιό μεγάλο παρατηρητή, μᾶς βρίζει, μᾶς φοβερίζει καί μᾶς ἀπειλεῖ μέ ἀπόλυση. Κανένας δέν τολμᾶ νά μιλήσει γιά νά μή χάσει τή δουλειά του. [10,757,318,820]
divider [1189,1000,1386,1002]
paragraph: ΛΟΝΔΙΝΟΝ, 26 Ὀκτωβρίου.—Κατά τηλεγραφήματα ἐκ Καΐρου εἰς διάδοχον τῆς Αἰγύπτου ἐπικρατεῖ μεγάλη ἔξαψις διά τήν ἐκλογικήν πάλην. [1189,466,1386,529]
article-title: Η ΕΚΔΡΟΜΗ ΤΟΥ ΕΡΓΑΤΙΚΟΥ ΑΘΛΗΤΙΣΜΟΥ [995,1657,1155,1719]
paragraph: ΠΑΡΙΣΙΟΙ, 26 Ὀκτωβρίου.—Τά περιφέρεια τά ἀλιευτικά πλοιάρια τῆς Βρετάνης καί τῆς Νορμανδίας πού εἶχαν βγεῖ στό ψάρεμα καταστράφηκαν ἀπό τήν τρικυμία. Ὁ ἀριθμός τῶν πνιγμένων ψαράδων τελευταῖα ἀνῆλθε εἰς 293. [1189,1321,1386,1409]
paragraph: Αὐτό δέν εἶνε μέρος τοῦ κεφαλαίου τοῦ ἀσυδοσίου. Μπαίνοντας στό μαγαζί του, τοῦ εἶπε ἕνας ἐργάτης: «Πῶς εἶνε δυνατό νά συνεχίζουμε ἔτσι;» Κι' ἐκεῖνος ἀπάντησε ὅτι οἱ ἐργάτες θά πεθάνουν τῆς πείνας πρίν ἀλλάξει τίποτα. [329,902,538,990]
paragraph: Ὁ σ. Τσουρτσούλης τελειώνοντας τόνισε τήν ἐπικινδυνότητα τοῦ πολέμου ἐναντίον τῆς ΕΣΣΔ καί κάλεσε τούς ἀγρότες νά τήν ὑπερασπιστοῦν. [973,616,1177,679]
paragraph: Ἀναλυθήκανε τά πρόγραμμα τοῦ Κ.Κ. καί τά ζητήματα τῶν φτωχῶν χωρικῶν καί ἐργατῶν. [973,681,1177,719]
signature: Πειραιᾶ 21|10|30 [654,1888,749,1901]
paragraph: Σ' ὁλόκληρη τήν περιφέρεια Ἀλμυροῦ ἔγινε μεγάλη ζύμωση καί οἱ φτωχοί ἀγρότες εἶνε μέ τό μέρος τοῦ Κ.Κ. [973,564,1177,615]
paragraph: Καί στό Γηροκομεῖο οἱ φτωχοί γέροντες ὑποφέρουν ἀπό τήν κακομεταχείριση τῆς διεύθυνσης. Τό φαγητό εἶνε ἄθλιο καί ἡ περίθαλψη ἀνύπαρκτη. [973,1584,1177,1647]
article-title: ΓΙΑ ΤΗΝ ΕΝΤΑΤΙΚΟΤΕΡΗ ΕΚΜΕΤΑΛΛΕΥΣΗ ΤΩΝ ΣΙΔΗΡΟΔΡΟΜΙΚΩΝ [350,1210,516,1256]
paragraph: Οἱ ἐργάτες ζητοῦν αὔξηση τῶν μισθῶν καί ἀναγνώριση τοῦ σωματείου τους. Ἡ ἐργοδοσία ἀρνεῖται καί προσπαθεῖ νά φέρει ἀπεργοσπάστες. [1189,891,1386,954]
aigyptos-body [1189,467,1590,661]
article-title: ΣΥΝΕΧΙΖΕΤΑΙ Η ΑΠΕΡΓΙΑ ΤΩΝ ΤΥΠΟΓΡΑΦΩΝ ΤΗΣ «ΘΕΜΙΔΟΣ» [1199,678,1375,760]
paragraph: Μπροστά σ' αὐτή τήν κατάσταση μᾶς προσπαθοῦν τοῦ κομμουνιστικοῦ πυρῆνα τοῦ ἐργοστασίου. Τέτια συγκέντρωση στήν ὁποία πῆραν μέρος 10 ἐργάτες, στήν ὁποία ἀποφασίστηκε νά δημιουργήσουν ἐπιτροπή καί νά ζητήσουν μέ γενική ἀντίσταση τούς ἐργάτες ὅλου τοῦ ἐργοστασίου. [10,220,318,296]
paragraph: Ἡ Γαλλία ἔχει σοβαρό ἐνδιαφέρον γιά τή γεωγραφική θέση τῆς Τουρκίας. Πρός τόν σκοπό τοῦτο στέλνει στήν Ἄγκυρα καί ἐκπροσώπους. [1393,157,1590,219]
paragraph: Κανένας ἐργάτης τυπογράφος δέν πρέπει νά πάει νά δουλέψει στή θέση τῶν ἀπεργῶν. [1189,956,1386,994]
headline-galloi: ΟΙ ΓΑΛΛΟΙ ΙΜΠΕΡΙΑΛΙΣΤΕΣ ΠΡΟΣΠΑΘΟΥΝ ΝΑ ΤΡΑΒΗΞΟΥΝ ΤΗΝ ΤΟΥΡΚΙΑ ΣΤΟ ΠΟΛΕΜΙΚΟ ΑΝΤΙΣΟΒΙΕΤΙΚΟ ΜΠΛΟΚ [1225,42,1554,149]
paragraph: Ἐπίσης μίλησαν καί ἄλλοι σύντροφοι τῆς ἐπαναστατικῆς παράταξης οἱ ὁποῖοι ξεσκέπασαν τήν προδοτική τακτική τῶν ἀρχειοφασιστῶν. [973,1242,1177,1305]
paragraph: Ὁ ἐργάτες εἶνε ἀποφασισμένοι νά πολεμήσουν γιά νά πετύχουν τήν ἱκανοποίηση τῶν αἰτημάτων τους. [10,374,318,400]
paragraph: Καί χθές καταστροφές ἐσημειώθηκαν ἐξ αἰτίας τοῦ ραγδαίου ὑετοῦ στόν προσφυγικό συνοικισμό τῆς Καλογρέζας. [549,1560,753,1611]
paragraph: Ἡ ἐκδρομή πού ὀργάνωσε ὁ Σύνδεσμος Ἐργατικοῦ Ἀθλητισμοῦ στήν Κηφισιά ἔγινε χθές μέ μεγάλη ἐπιτυχία. Πῆραν μέρος πάνω ἀπό 300 νέοι ἐργάτες. [973,1721,1177,1784]
paragraph: Καί στίς τρεῖς αὐτές συγκεντρώσεις οἱ ἀγρότες πῆραν μέρος μέ ἐνθουσιασμό καί ἐκφράστηκαν ὑπέρ τῶν Κομμουνιστικῶν Κόμματος. [549,779,753,842]
